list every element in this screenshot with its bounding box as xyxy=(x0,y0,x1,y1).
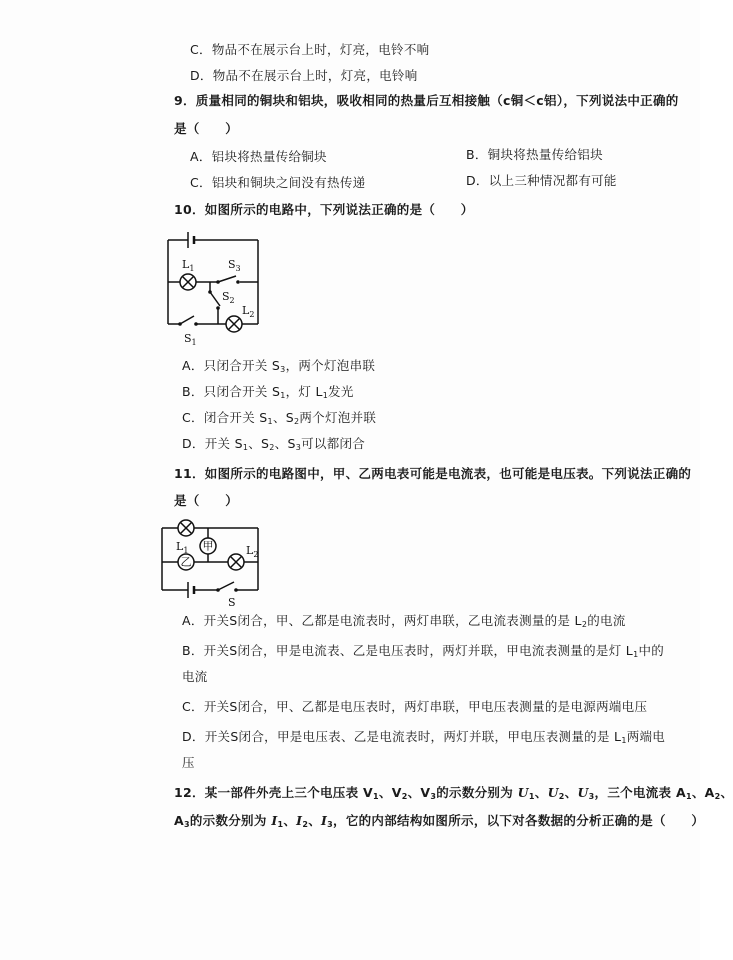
q9-option-d[interactable]: D．以上三种情况都有可能 xyxy=(466,173,617,188)
label-l1: $L_1$ xyxy=(182,258,195,273)
lamp-l2-icon xyxy=(228,554,244,570)
lamp-l1-icon xyxy=(180,274,196,290)
q10-option-c[interactable]: C．闭合开关 $S_1$、$S_2$两个灯泡并联 xyxy=(182,410,377,426)
q8-option-c[interactable]: C．物品不在展示台上时，灯亮，电铃不响 xyxy=(190,42,430,57)
q10-option-b[interactable]: B．只闭合开关 $S_1$，灯 $L_1$发光 xyxy=(182,384,354,400)
switch-s3-icon xyxy=(218,276,236,282)
q11-stem: 11．如图所示的电路图中，甲、乙两电表可能是电流表，也可能是电压表。下列说法正确的 xyxy=(174,466,692,481)
label-l1: $L_1$ xyxy=(176,540,189,555)
q11-option-d-cont: 压 xyxy=(182,755,195,770)
label-l2: $L_2$ xyxy=(242,304,255,319)
q8-option-d[interactable]: D．物品不在展示台上时，灯亮，电铃响 xyxy=(190,68,418,83)
q10-option-d[interactable]: D．开关 $S_1$、$S_2$、$S_3$可以都闭合 xyxy=(182,436,366,452)
label-s: S xyxy=(228,596,236,609)
label-s1: $S_1$ xyxy=(184,332,197,347)
q12-stem: 12．某一部件外壳上三个电压表 $V_1$、$V_2$、$V_3$的示数分别为 $U_1$、$U_2$、$U_3$，三个电流表 $A_1$、$A_2$、 xyxy=(174,785,733,801)
switch-s1-icon xyxy=(180,316,194,324)
label-l2: $L_2$ xyxy=(246,544,259,559)
label-s3: $S_3$ xyxy=(228,258,241,273)
q10-option-a[interactable]: A．只闭合开关 $S_3$，两个灯泡串联 xyxy=(182,358,376,374)
q9-stem: 9．质量相同的铜块和铝块，吸收相同的热量后互相接触（c铜＜c铝），下列说法中正确的 xyxy=(174,93,679,108)
switch-s2-icon xyxy=(210,292,220,306)
label-s2: $S_2$ xyxy=(222,290,235,305)
lamp-l1-icon xyxy=(178,520,194,536)
q11-option-b-cont: 电流 xyxy=(182,669,208,684)
q11-option-d[interactable]: D．开关S闭合，甲是电压表、乙是电流表时，两灯并联，甲电压表测量的是 $L_1$两端电 xyxy=(182,729,666,745)
q9-option-a[interactable]: A．铝块将热量传给铜块 xyxy=(190,149,327,164)
lamp-l2-icon xyxy=(226,316,242,332)
q11-option-a[interactable]: A．开关S闭合，甲、乙都是电流表时，两灯串联，乙电流表测量的是 $L_2$的电流 xyxy=(182,613,626,629)
label-yi: 乙 xyxy=(180,555,192,569)
q9-option-c[interactable]: C．铝块和铜块之间没有热传递 xyxy=(190,175,366,190)
q10-circuit-diagram xyxy=(158,228,278,348)
q12-stem-cont: $A_3$的示数分别为 $I_1$、$I_2$、$I_3$，它的内部结构如图所示，以下对各数据的分析正确的是（ ） xyxy=(174,813,705,829)
q11-stem-cont: 是（ ） xyxy=(174,493,239,508)
q10-stem: 10．如图所示的电路中，下列说法正确的是（ ） xyxy=(174,202,474,217)
q11-circuit-diagram xyxy=(152,516,272,608)
q9-option-b[interactable]: B．铜块将热量传给铝块 xyxy=(466,147,603,162)
q11-option-c[interactable]: C．开关S闭合，甲、乙都是电压表时，两灯串联，甲电压表测量的是电源两端电压 xyxy=(182,699,648,714)
q11-option-b[interactable]: B．开关S闭合，甲是电流表、乙是电压表时，两灯并联，甲电流表测量的是灯 $L_1$中的 xyxy=(182,643,665,659)
label-jia: 甲 xyxy=(202,539,214,553)
q9-stem-cont: 是（ ） xyxy=(174,121,239,136)
switch-s-icon xyxy=(218,582,234,590)
